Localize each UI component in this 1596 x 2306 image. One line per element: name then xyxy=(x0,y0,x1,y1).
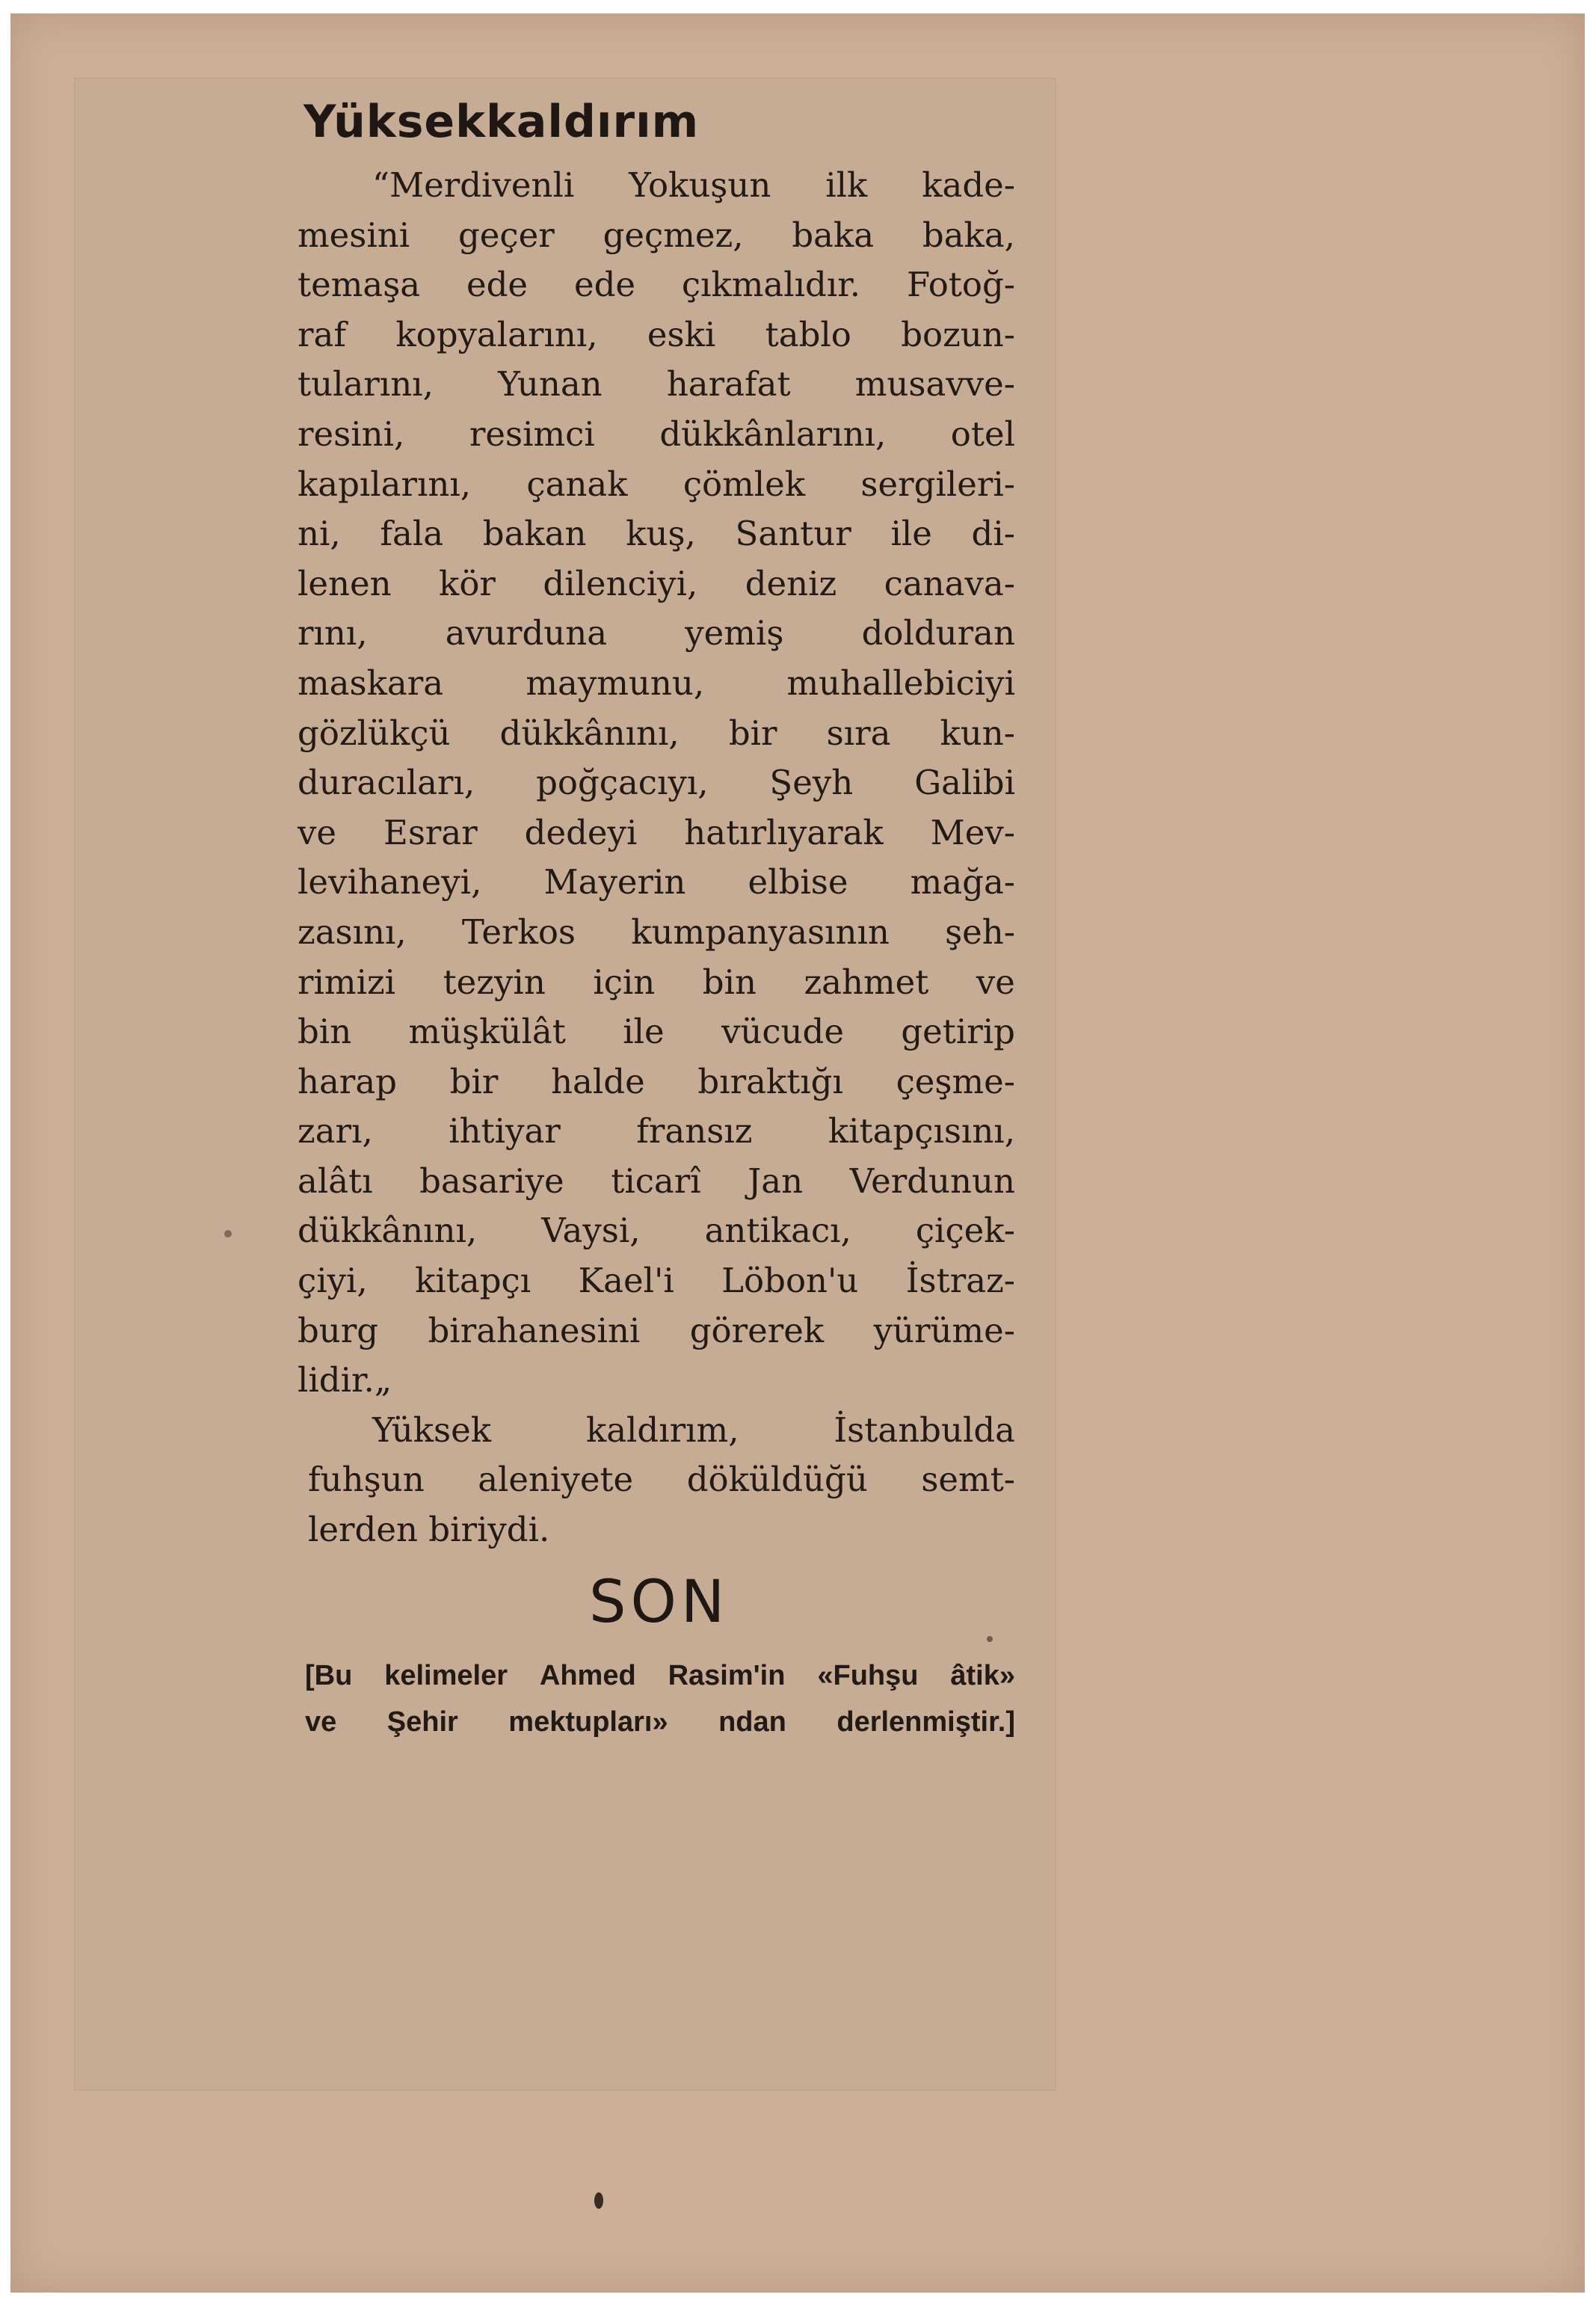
word: basariye xyxy=(419,1160,564,1201)
word: dükkânını, xyxy=(298,1211,478,1251)
word: İstraz- xyxy=(905,1261,1015,1301)
body-line xyxy=(298,659,1015,709)
body-line xyxy=(298,1057,1015,1107)
word: dedeyi xyxy=(524,812,638,852)
word: kopyalarını, xyxy=(395,314,598,354)
ink-speck xyxy=(987,1636,993,1642)
word: şeh- xyxy=(945,911,1015,952)
body-line xyxy=(298,310,1015,360)
word: kade- xyxy=(922,165,1015,205)
body-line xyxy=(298,1306,1015,1356)
word: Galibi xyxy=(914,763,1015,803)
word: hatırlıyarak xyxy=(684,812,884,852)
word: Löbon'u xyxy=(721,1261,859,1301)
word: fransız xyxy=(636,1111,753,1152)
word: çanak xyxy=(526,464,628,504)
word: kör xyxy=(439,563,496,603)
word: yemiş xyxy=(685,613,784,654)
body-line xyxy=(298,709,1015,759)
word: Mayerin xyxy=(543,862,686,903)
word: muhallebiciyi xyxy=(786,662,1015,703)
body-line xyxy=(298,460,1015,510)
word: mesini xyxy=(298,215,410,255)
word: zarı, xyxy=(298,1111,373,1152)
word: için xyxy=(593,962,656,1002)
word: kumpanyasının xyxy=(631,911,890,952)
word: ile xyxy=(890,514,932,554)
word: baka xyxy=(792,215,875,255)
word: vücude xyxy=(721,1012,844,1052)
word: harap xyxy=(298,1061,397,1101)
body-line xyxy=(298,211,1015,261)
note-line xyxy=(305,1699,1015,1745)
word: Şehir xyxy=(386,1706,458,1738)
word: otel xyxy=(950,413,1015,454)
body-line xyxy=(298,410,1015,460)
word: [Bu xyxy=(305,1660,353,1691)
word: zahmet xyxy=(804,962,929,1002)
word: Esrar xyxy=(383,812,478,852)
word: Mev- xyxy=(930,812,1015,852)
word: elbise xyxy=(748,862,848,903)
word: bir xyxy=(449,1061,499,1101)
word: burg xyxy=(298,1310,379,1350)
body-line: lidir.„ xyxy=(298,1360,392,1400)
word: bakan xyxy=(482,514,587,554)
word: zasını, xyxy=(298,911,407,952)
word: bin xyxy=(298,1012,352,1052)
word: kapılarını, xyxy=(298,464,472,504)
word: kelimeler xyxy=(384,1660,508,1691)
word: bir xyxy=(728,713,777,753)
body-line xyxy=(298,858,1015,908)
word: ede xyxy=(466,265,529,305)
word: çiyi, xyxy=(298,1261,368,1301)
word: rimizi xyxy=(298,962,396,1002)
word: alâtı xyxy=(298,1160,373,1201)
word: mağa- xyxy=(910,862,1015,903)
word: eski xyxy=(647,314,716,354)
word: Rasim'in xyxy=(668,1660,786,1691)
word: dükkânlarını, xyxy=(659,413,887,454)
word: dilenciyi, xyxy=(543,563,698,603)
word: Yunan xyxy=(498,364,603,405)
word: musavve- xyxy=(854,364,1015,405)
word: döküldüğü xyxy=(686,1460,868,1500)
word: maskara xyxy=(298,662,444,703)
word: «Fuhşu xyxy=(817,1660,919,1691)
word: levihaneyi, xyxy=(298,862,482,903)
word: Yüksek xyxy=(372,1409,492,1450)
word: tablo xyxy=(765,314,851,354)
word: raf xyxy=(298,314,346,354)
word: lenen xyxy=(298,563,392,603)
word: Vaysi, xyxy=(541,1211,641,1251)
word: rını, xyxy=(298,613,368,654)
body-line xyxy=(298,559,1015,609)
word: Verdunun xyxy=(849,1160,1015,1201)
word: bozun- xyxy=(901,314,1015,354)
word: maymunu, xyxy=(526,662,705,703)
word: resini, xyxy=(298,413,405,454)
body-line xyxy=(298,609,1015,659)
body-line xyxy=(298,758,1015,808)
word: birahanesini xyxy=(428,1310,641,1350)
word: di- xyxy=(971,514,1015,554)
word: derlenmiştir.] xyxy=(836,1706,1015,1738)
word: fuhşun xyxy=(308,1460,425,1500)
word: çıkmalıdır. xyxy=(681,265,861,305)
word: ihtiyar xyxy=(449,1111,561,1152)
body-line xyxy=(298,1157,1015,1207)
word: Ahmed xyxy=(539,1660,636,1691)
body-line: lerden biriydi. xyxy=(308,1510,550,1550)
source-note xyxy=(305,1652,1015,1745)
word: sergileri- xyxy=(860,464,1015,504)
word: dolduran xyxy=(861,613,1015,654)
word: deniz xyxy=(745,563,837,603)
word: Fotoğ- xyxy=(906,265,1015,305)
article-body xyxy=(298,161,1015,1555)
word: kitapçı xyxy=(415,1261,532,1301)
word: duracıları, xyxy=(298,763,475,803)
body-line xyxy=(298,360,1015,410)
word: tularını, xyxy=(298,364,434,405)
body-line xyxy=(298,260,1015,310)
body-line xyxy=(298,161,1015,211)
word: ilk xyxy=(825,165,868,205)
word: dükkânını, xyxy=(499,713,680,753)
word: canava- xyxy=(884,563,1015,603)
word: çömlek xyxy=(683,464,806,504)
word: İstanbulda xyxy=(834,1409,1015,1450)
word: kitapçısını, xyxy=(828,1111,1015,1152)
word: âtik» xyxy=(950,1660,1015,1691)
body-line xyxy=(298,1256,1015,1306)
closing-word: SON xyxy=(589,1569,730,1636)
word: ticarî xyxy=(611,1160,701,1201)
word: kaldırım, xyxy=(585,1409,739,1450)
word: getirip xyxy=(901,1012,1015,1052)
body-line xyxy=(298,1406,1015,1456)
word: ede xyxy=(573,265,636,305)
word: aleniyete xyxy=(478,1460,634,1500)
word: avurduna xyxy=(445,613,608,654)
word: Santur xyxy=(735,514,851,554)
word: geçmez, xyxy=(603,215,744,255)
body-line xyxy=(298,509,1015,559)
body-line xyxy=(298,958,1015,1008)
word: çiçek- xyxy=(915,1211,1015,1251)
word: semt- xyxy=(921,1460,1015,1500)
word: ndan xyxy=(718,1706,786,1738)
word: müşkülât xyxy=(408,1012,566,1052)
word: halde xyxy=(551,1061,645,1101)
word: görerek xyxy=(689,1310,825,1350)
word: Jan xyxy=(748,1160,804,1201)
word: “Merdivenli xyxy=(372,165,575,205)
body-line xyxy=(298,1007,1015,1057)
word: Şeyh xyxy=(769,763,854,803)
word: sıra xyxy=(826,713,891,753)
word: poğçacıyı, xyxy=(536,763,709,803)
word: ve xyxy=(976,962,1015,1002)
word: bıraktığı xyxy=(697,1061,843,1101)
word: yürüme- xyxy=(873,1310,1015,1350)
article-headline: Yüksekkaldırım xyxy=(304,96,700,148)
word: ve xyxy=(305,1706,337,1738)
word: fala xyxy=(380,514,444,554)
word: geçer xyxy=(457,215,555,255)
word: harafat xyxy=(666,364,791,405)
word: Terkos xyxy=(461,911,576,952)
word: temaşa xyxy=(298,265,421,305)
word: tezyin xyxy=(443,962,546,1002)
word: bin xyxy=(702,962,757,1002)
body-line xyxy=(298,808,1015,858)
body-line xyxy=(298,908,1015,958)
ink-speck xyxy=(594,2192,603,2209)
word: ve xyxy=(298,812,337,852)
body-line xyxy=(298,1107,1015,1157)
word: Yokuşun xyxy=(629,165,771,205)
word: kuş, xyxy=(626,514,696,554)
word: baka, xyxy=(922,215,1015,255)
word: Kael'i xyxy=(578,1261,674,1301)
body-line xyxy=(298,1206,1015,1256)
body-line xyxy=(298,1455,1015,1505)
word: ile xyxy=(623,1012,665,1052)
word: antikacı, xyxy=(704,1211,851,1251)
word: mektupları» xyxy=(508,1706,668,1738)
word: kun- xyxy=(940,713,1015,753)
word: resimci xyxy=(469,413,595,454)
word: çeşme- xyxy=(896,1061,1015,1101)
word: ni, xyxy=(298,514,341,554)
ink-speck xyxy=(224,1230,232,1237)
word: gözlükçü xyxy=(298,713,451,753)
note-line xyxy=(305,1652,1015,1699)
